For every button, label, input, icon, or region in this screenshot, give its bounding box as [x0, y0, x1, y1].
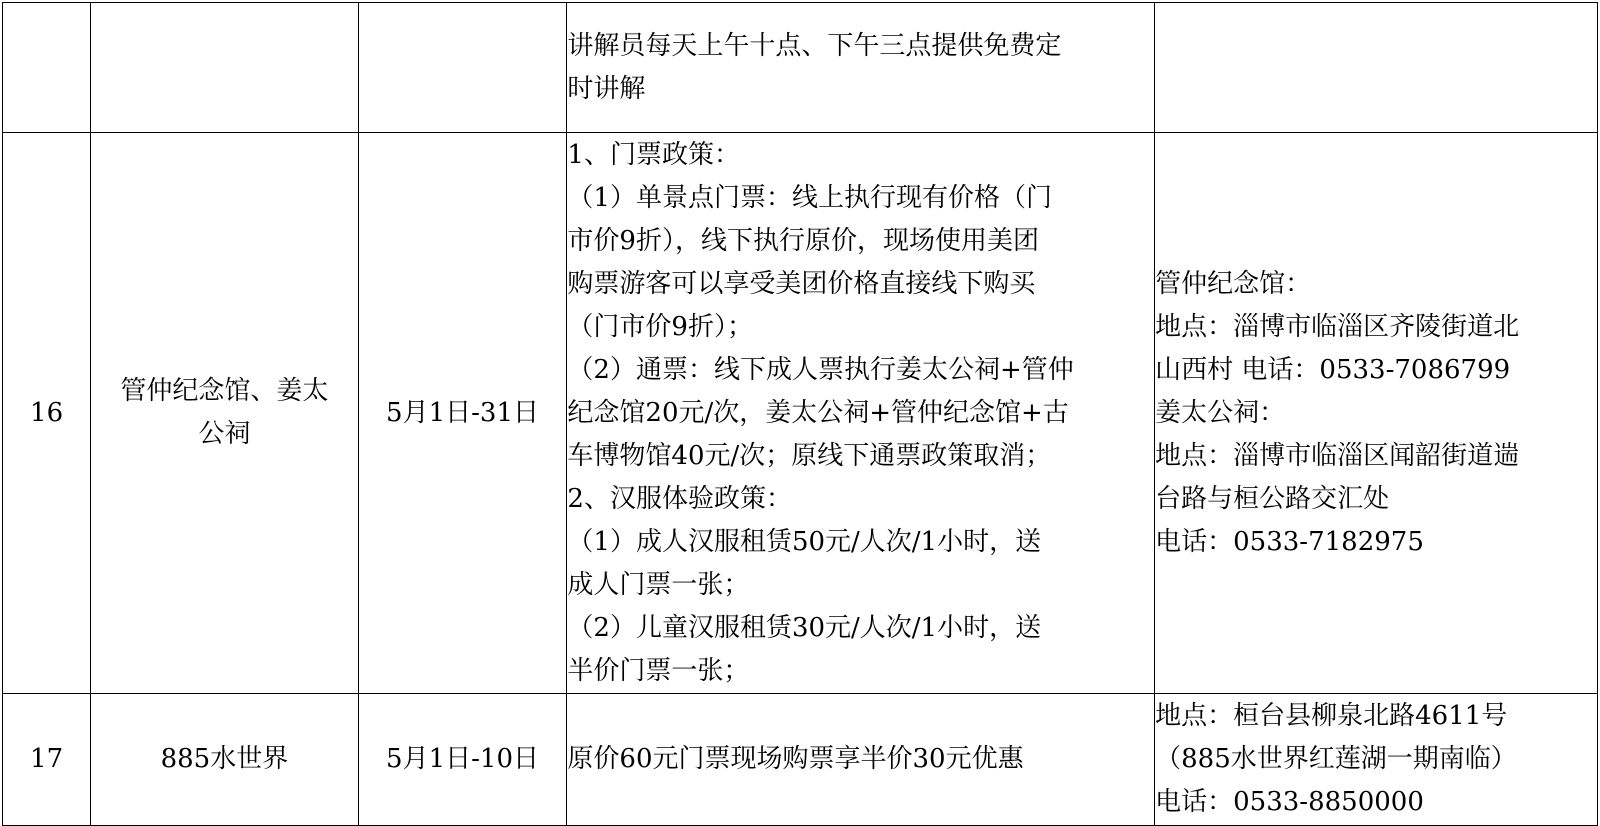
venue-name-line: 管仲纪念馆、姜太: [120, 376, 329, 406]
policy-line: 纪念馆20元/次，姜太公祠+管仲纪念馆+古: [567, 397, 1069, 428]
policy-line: （2）通票：线下成人票执行姜太公祠+管仲: [567, 354, 1074, 385]
contact-line: 管仲纪念馆：: [1155, 268, 1312, 299]
contact-line: 台路与桓公路交汇处: [1155, 483, 1390, 514]
policy-line: （1）单景点门票：线上执行现有价格（门: [567, 182, 1052, 213]
policy-cell: [567, 694, 1155, 826]
venue-name-cell: [91, 694, 359, 826]
contact-cell: [1155, 3, 1598, 133]
row-number-cell: [3, 3, 91, 133]
table-row: [3, 133, 1598, 694]
contact-line: 地点：淄博市临淄区齐陵街道北: [1155, 311, 1520, 342]
row-number-cell: 17: [3, 694, 91, 826]
contact-line: 电话：0533-8850000: [1155, 787, 1424, 817]
policy-line: 1、门票政策：: [567, 139, 740, 170]
policy-cell: [567, 133, 1155, 694]
contact-cell: [1155, 694, 1598, 826]
policy-line: 成人门票一张；: [567, 569, 750, 600]
policy-line: 车博物馆40元/次；原线下通票政策取消；: [567, 440, 1052, 471]
contact-cell: [1155, 133, 1598, 694]
policy-line: 原价60元门票现场购票享半价30元优惠: [567, 744, 1024, 774]
row-number-cell: 16: [3, 133, 91, 694]
venue-name-cell: [91, 3, 359, 133]
policy-line: 讲解员每天上午十点、下午三点提供免费定: [567, 30, 1062, 61]
venue-name-line: 公祠: [198, 419, 251, 449]
table-row: [3, 3, 1598, 133]
venue-name-cell: [91, 133, 359, 694]
date-cell: [358, 3, 567, 133]
contact-line: 姜太公祠：: [1155, 397, 1286, 428]
policy-line: 市价9折），线下执行原价，现场使用美团: [567, 225, 1039, 256]
table-row: [3, 694, 1598, 826]
policy-line: （门市价9折）；: [567, 311, 753, 342]
contact-line: 山西村 电话：0533-7086799: [1155, 354, 1511, 385]
policy-line: （2）儿童汉服租赁30元/人次/1小时，送: [567, 612, 1042, 643]
events-table: [2, 2, 1598, 826]
contact-line: 地点：桓台县柳泉北路4611号: [1155, 701, 1508, 731]
contact-line: （885水世界红莲湖一期南临）: [1155, 744, 1517, 774]
policy-line: 半价门票一张；: [567, 655, 750, 686]
policy-cell: [567, 3, 1155, 133]
policy-line: 2、汉服体验政策：: [567, 483, 792, 514]
policy-line: 时讲解: [567, 73, 646, 104]
contact-line: 地点：淄博市临淄区闻韶街道遄: [1155, 440, 1520, 471]
date-cell: 5月1日-31日: [358, 133, 567, 694]
venue-name-line: 885水世界: [160, 744, 289, 774]
contact-line: 电话：0533-7182975: [1155, 526, 1424, 557]
policy-line: （1）成人汉服租赁50元/人次/1小时，送: [567, 526, 1042, 557]
date-cell: 5月1日-10日: [358, 694, 567, 826]
policy-line: 购票游客可以享受美团价格直接线下购买: [567, 268, 1036, 299]
